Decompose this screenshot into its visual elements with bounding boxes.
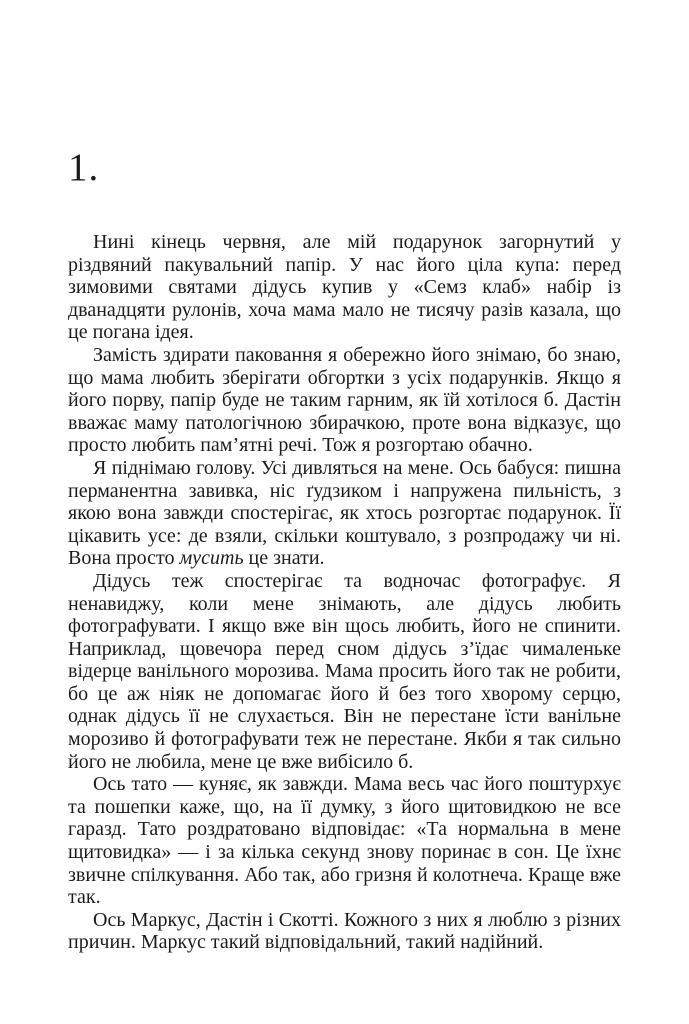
text-run: Я піднімаю голову. Усі дивляться на мене. Ось бабуся: пишна перманентна завивка, ніс ґудзиком і напружена пильність, з якою вона завжди спостерігає, як хтось розгортає подарунок. Її цікавить усе: де взяли, скільки коштувало, з розпродажу чи ні. Вона просто <box>68 456 621 570</box>
paragraph <box>68 344 621 457</box>
paragraph <box>68 909 621 954</box>
text-run: це знати. <box>243 547 325 570</box>
paragraph <box>68 773 621 909</box>
text-run: Ось Маркус, Дастін і Скотті. Кожного з них я люблю з різних причин. Маркус такий відповідальний, такий надійний. <box>68 908 621 954</box>
text-run: Замість здирати паковання я обережно його знімаю, бо знаю, що мама любить зберігати обгортки з усіх подарунків. Якщо я його порву, папір буде не таким гарним, як їй хотілося б. Дастін вважає маму патологічною збирачкою, проте вона відказує, що просто любить пам’ятні речі. Тож я розгортаю обачно. <box>68 343 621 457</box>
paragraph <box>68 231 621 344</box>
text-run: Нині кінець червня, але мій подарунок загорнутий у різдвяний пакувальний папір. У нас його ціла купа: перед зимовими святами дідусь купив у «Семз клаб» набір із дванадцяти рулонів, хоча мама мало не тисячу разів казала, що це погана ідея. <box>68 231 621 344</box>
text-run: Ось тато — куняє, як завжди. Мама весь час його поштурхує та пошепки каже, що, на її думку, з його щитовидкою не все гаразд. Тато роздратовано відповідає: «Та нормальна в мене щитовидка» — і за кілька секунд знову поринає в сон. Це їхнє звичне спілкування. Або так, або гризня й колотнеча. Краще вже так. <box>68 773 621 909</box>
paragraph <box>68 457 621 570</box>
text-block <box>68 231 621 954</box>
paragraph <box>68 570 621 773</box>
chapter-number: 1. <box>68 146 100 189</box>
text-run: Дідусь теж спостерігає та водночас фотографує. Я ненавиджу, коли мене знімають, але дідусь любить фотографувати. І якщо вже він щось любить, його не спинити. Наприклад, щовечора перед сном дідусь з’їдає чималеньке відерце ванільного морозива. Мама просить його так не робити, бо це аж ніяк не допомагає його й без того хворому серцю, однак дідусь її не слухається. Він не перестане їсти ванільне морозиво й фотографувати теж не перестане. Якби я так сильно його не любила, мене це вже вибісило б. <box>68 569 621 773</box>
italic-text-run: мусить <box>179 547 244 570</box>
